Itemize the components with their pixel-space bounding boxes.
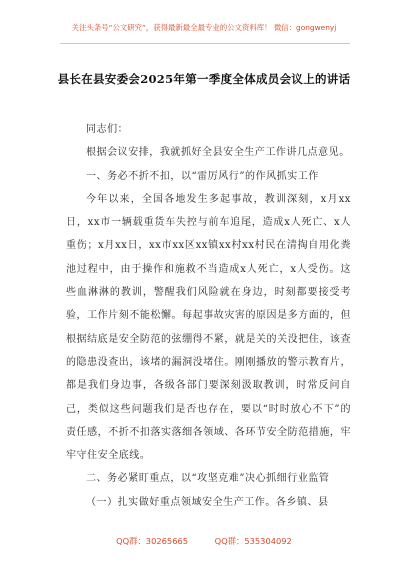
header-divider bbox=[60, 43, 350, 44]
header-banner: 关注头条号“公文研究”，获得最新最全最专业的公文资料库！ 微信：gongwenyj bbox=[71, 23, 337, 32]
subsection-heading-1: （一）扎实做好重点领域安全生产工作。各乡镇、县 bbox=[86, 496, 329, 508]
document-title: 县长在县安委会2025年第一季度全体成员会议上的讲话 bbox=[57, 72, 351, 86]
footer-qq-group-1: QQ群：30265665 bbox=[116, 536, 189, 546]
paragraph-intro: 根据会议安排，我就抓好全县安全生产工作讲几点意见。 bbox=[86, 147, 350, 159]
footer-qq-group-2: QQ群：535304092 bbox=[214, 536, 292, 546]
document-body bbox=[66, 118, 351, 514]
footer bbox=[0, 535, 408, 547]
paragraph-body-1: 今年以来，全国各地发生多起事故，教训深刻，x月xx日，xx市一辆载重货车失控与前车追尾，造成x人死亡、x人重伤；x月xx日，xx市xx区xx镇xx村xx村民在清掏自用化粪池过程中，由于操作和施救不当造成x人死亡，x人受伤。这些血淋淋的教训，警醒我们风险就在身边，时刻都要接受考验，工作片刻不能松懈。每起事故灾害的原因是多方面的，但根据结底是安全防范的弦绷得不紧，就是关的关没把住，该查的隐患没查出，该堵的漏洞没堵住。刚刚播放的警示教育片，都是我们身边事，各级各部门要深刻汲取教训，时常反问自己，类似这些问题我们是否也存在，要以“时时放心不下”的责任感，不折不扣落实落细各领域、各环节安全防范措施，牢牢守住安全底线。 bbox=[66, 193, 351, 462]
section-heading-1: 一、务必不折不扣，以“雷厉风行”的作风抓实工作 bbox=[86, 170, 319, 182]
section-heading-2: 二、务必紧盯重点，以“攻坚克难”决心抓细行业监管 bbox=[86, 473, 330, 485]
salutation: 同志们： bbox=[86, 124, 129, 135]
